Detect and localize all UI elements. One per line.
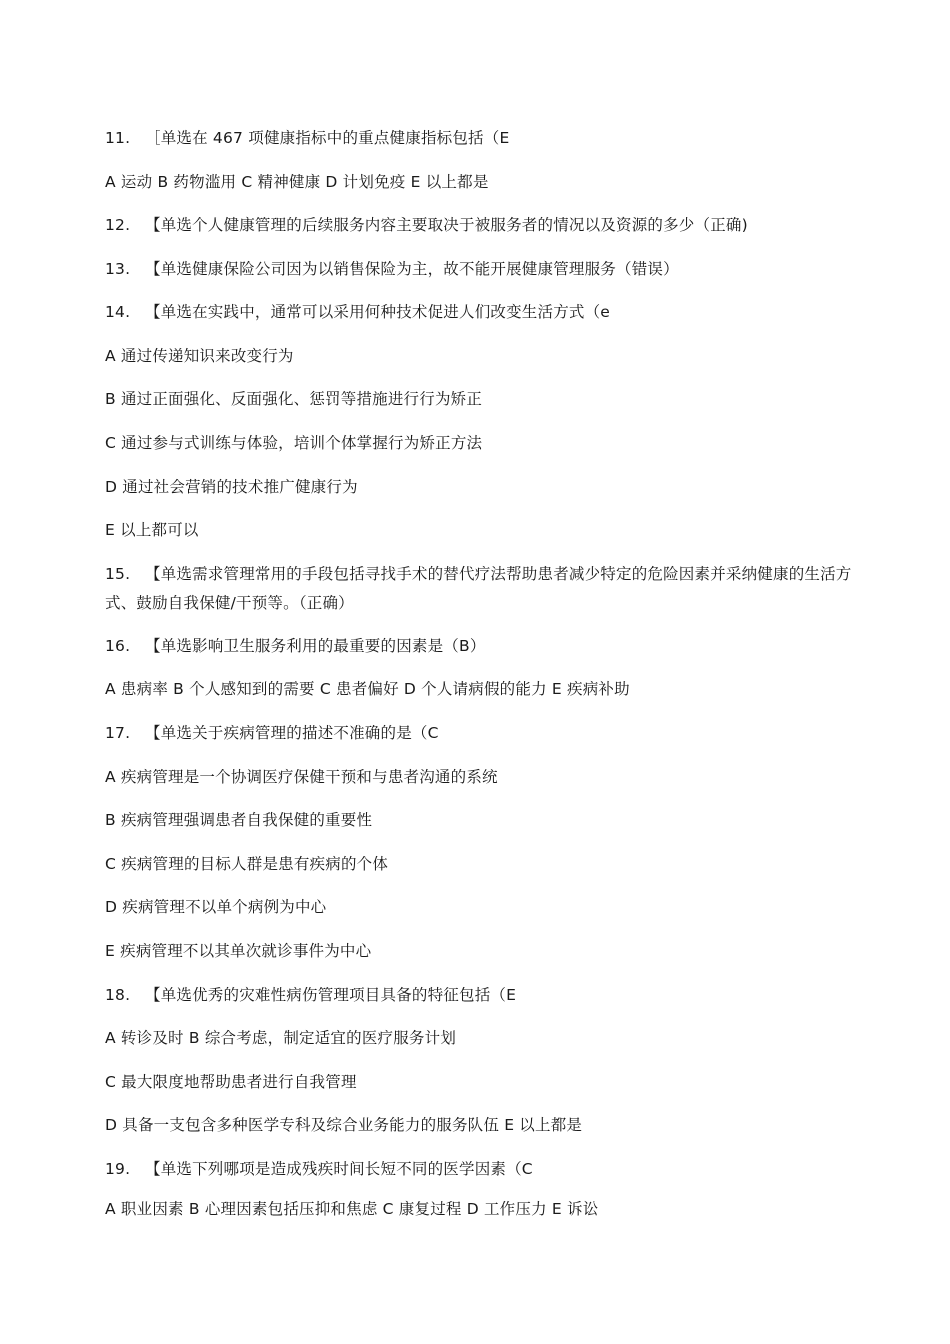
question-text: 【单选下列哪项是造成残疾时间长短不同的医学因素（C [145, 1160, 533, 1178]
question-number: 14. [105, 303, 131, 321]
question-17 [105, 723, 885, 743]
question-text: 【单选影响卫生服务利用的最重要的因素是（B） [145, 637, 486, 655]
question-14 [105, 302, 885, 322]
question-text: 【单选个人健康管理的后续服务内容主要取决于被服务者的情况以及资源的多少（正确) [145, 216, 748, 234]
answer-options: A 运动 B 药物滥用 C 精神健康 D 计划免疫 E 以上都是 [105, 173, 489, 191]
answer-option-a: A 疾病管理是一个协调医疗保健干预和与患者沟通的系统 [105, 768, 498, 786]
question-number: 15. [105, 565, 131, 583]
question-13 [105, 259, 885, 279]
answer-options: D 具备一支包含多种医学专科及综合业务能力的服务队伍 E 以上都是 [105, 1116, 583, 1134]
question-18 [105, 985, 885, 1005]
answer-option-c: C 最大限度地帮助患者进行自我管理 [105, 1073, 357, 1091]
answer-option-b: B 疾病管理强调患者自我保健的重要性 [105, 811, 373, 829]
answer-option-e: E 以上都可以 [105, 521, 199, 539]
question-text: ［单选在 467 项健康指标中的重点健康指标包括（E [145, 129, 510, 147]
answer-option-c: C 通过参与式训练与体验，培训个体掌握行为矫正方法 [105, 434, 483, 452]
answer-option-c: C 疾病管理的目标人群是患有疾病的个体 [105, 855, 389, 873]
answer-option-a: A 通过传递知识来改变行为 [105, 347, 294, 365]
question-number: 16. [105, 637, 131, 655]
question-number: 19. [105, 1160, 131, 1178]
question-12 [105, 215, 885, 235]
question-11 [105, 128, 885, 148]
answer-options: A 职业因素 B 心理因素包括压抑和焦虑 C 康复过程 D 工作压力 E 诉讼 [105, 1200, 599, 1218]
question-15 [105, 560, 865, 618]
question-number: 17. [105, 724, 131, 742]
answer-options: A 转诊及时 B 综合考虑，制定适宜的医疗服务计划 [105, 1029, 457, 1047]
answer-option-b: B 通过正面强化、反面强化、惩罚等措施进行行为矫正 [105, 390, 483, 408]
answer-option-e: E 疾病管理不以其单次就诊事件为中心 [105, 942, 372, 960]
question-number: 18. [105, 986, 131, 1004]
answer-options: A 患病率 B 个人感知到的需要 C 患者偏好 D 个人请病假的能力 E 疾病补助 [105, 680, 630, 698]
question-text: 【单选需求管理常用的手段包括寻找手术的替代疗法帮助患者减少特定的危险因素并采纳健康的生活方式、鼓励自我保健/干预等。（正确） [105, 565, 852, 612]
question-19 [105, 1159, 885, 1179]
question-text: 【单选优秀的灾难性病伤管理项目具备的特征包括（E [145, 986, 517, 1004]
question-16 [105, 636, 885, 656]
answer-option-d: D 疾病管理不以单个病例为中心 [105, 898, 327, 916]
question-text: 【单选关于疾病管理的描述不准确的是（C [145, 724, 439, 742]
question-number: 11. [105, 129, 131, 147]
question-text: 【单选在实践中，通常可以采用何种技术促进人们改变生活方式（e [145, 303, 611, 321]
answer-option-d: D 通过社会营销的技术推广健康行为 [105, 478, 358, 496]
question-number: 12. [105, 216, 131, 234]
question-number: 13. [105, 260, 131, 278]
question-text: 【单选健康保险公司因为以销售保险为主，故不能开展健康管理服务（错误） [145, 260, 679, 278]
